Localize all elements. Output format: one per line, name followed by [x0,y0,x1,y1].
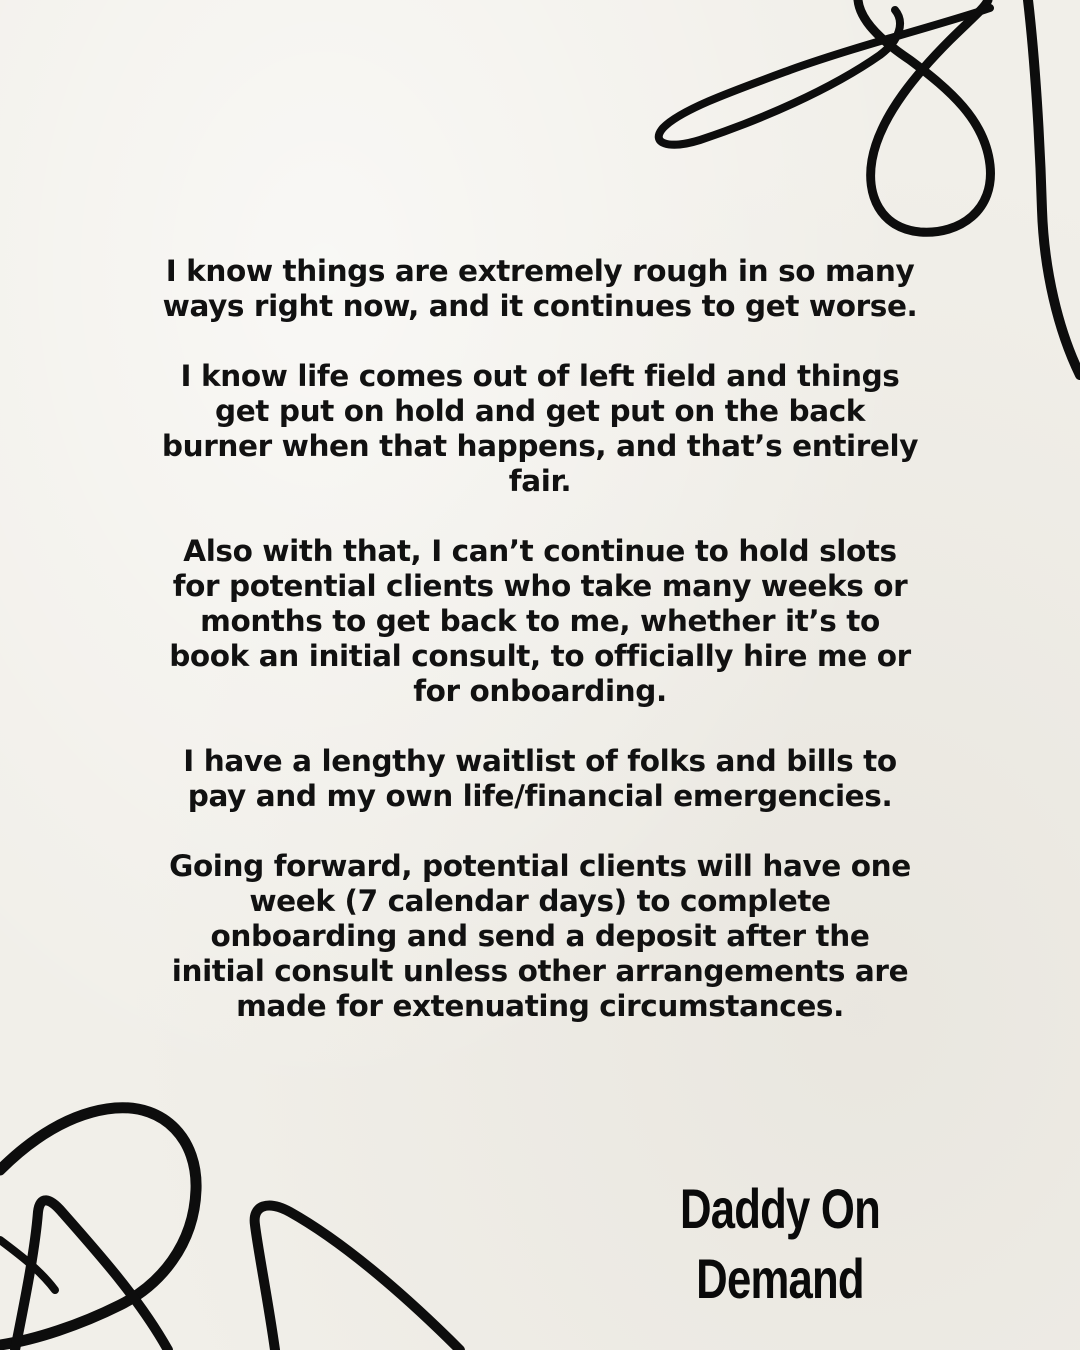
signature: Daddy On Demand [679,1177,881,1310]
message-paragraph: Also with that, I can’t continue to hold slots for potential clients who take many weeks or months to get back to me, whether it’s to book an initial consult, to officially hire me or for onboarding. [169,534,911,708]
message-paragraph: I have a lengthy waitlist of folks and bills to pay and my own life/financial emergencies. [183,744,897,813]
message-block [160,254,920,1024]
message-paragraph: I know things are extremely rough in so many ways right now, and it continues to get worse. [162,254,918,323]
message-paragraph: Going forward, potential clients will have one week (7 calendar days) to complete onboarding and send a deposit after the initial consult unless other arrangements are made for extenuating circumstances. [169,849,911,1023]
message-paragraph: I know life comes out of left field and things get put on hold and get put on the back burner when that happens, and that’s entirely fair. [161,359,919,498]
